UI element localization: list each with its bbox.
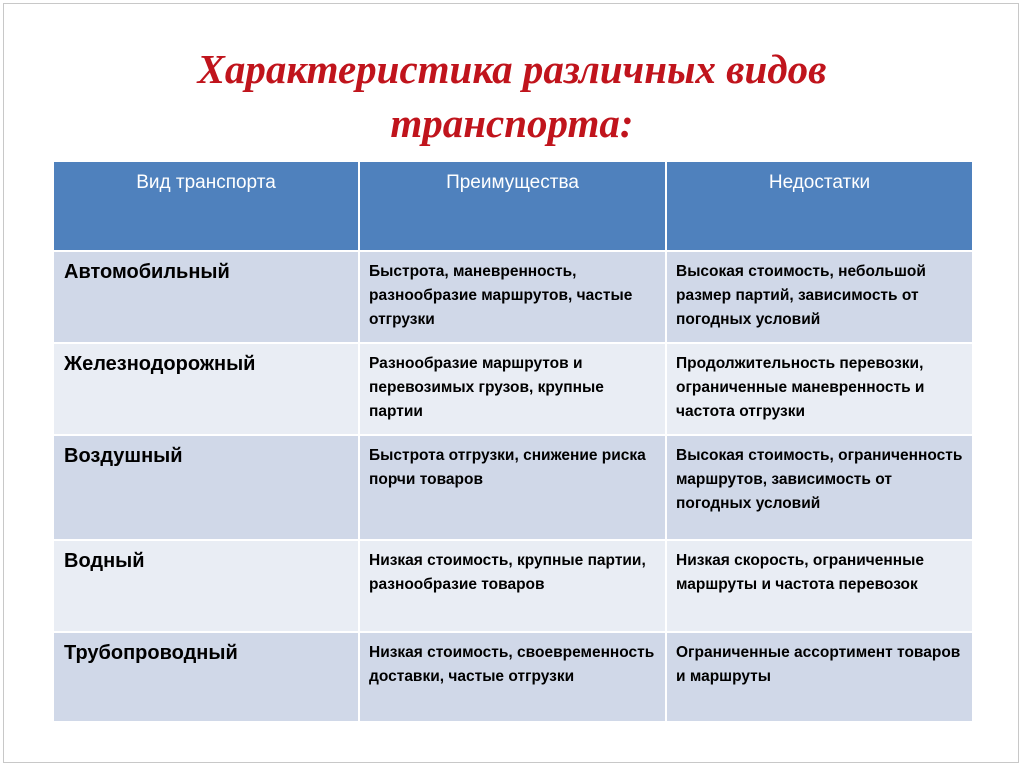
table-header-row	[53, 161, 973, 251]
disadvantages-cell: Ограниченные ассортимент товаров и маршруты	[666, 632, 973, 722]
disadvantages-cell: Высокая стоимость, небольшой размер партий, зависимость от погодных условий	[666, 251, 973, 343]
table-row	[53, 251, 973, 343]
advantages-cell: Быстрота, маневренность, разнообразие маршрутов, частые отгрузки	[359, 251, 666, 343]
table-row	[53, 632, 973, 722]
transport-type-cell: Воздушный	[53, 435, 359, 540]
transport-type-cell: Железнодорожный	[53, 343, 359, 435]
transport-type-cell: Водный	[53, 540, 359, 632]
header-advantages: Преимущества	[359, 161, 666, 251]
transport-type-cell: Трубопроводный	[53, 632, 359, 722]
advantages-cell: Быстрота отгрузки, снижение риска порчи товаров	[359, 435, 666, 540]
disadvantages-cell: Продолжительность перевозки, ограниченные маневренность и частота отгрузки	[666, 343, 973, 435]
advantages-cell: Разнообразие маршрутов и перевозимых грузов, крупные партии	[359, 343, 666, 435]
advantages-cell: Низкая стоимость, своевременность доставки, частые отгрузки	[359, 632, 666, 722]
title-line-1: Характеристика различных видов	[197, 46, 827, 92]
advantages-cell: Низкая стоимость, крупные партии, разнообразие товаров	[359, 540, 666, 632]
disadvantages-cell: Низкая скорость, ограниченные маршруты и частота перевозок	[666, 540, 973, 632]
disadvantages-cell: Высокая стоимость, ограниченность маршрутов, зависимость от погодных условий	[666, 435, 973, 540]
header-transport-type: Вид транспорта	[53, 161, 359, 251]
table-row	[53, 343, 973, 435]
table-row	[53, 435, 973, 540]
transport-table	[52, 160, 974, 723]
table-row	[53, 540, 973, 632]
title-line-2: транспорта:	[390, 100, 634, 146]
transport-type-cell: Автомобильный	[53, 251, 359, 343]
header-disadvantages: Недостатки	[666, 161, 973, 251]
slide-title	[0, 42, 1024, 150]
